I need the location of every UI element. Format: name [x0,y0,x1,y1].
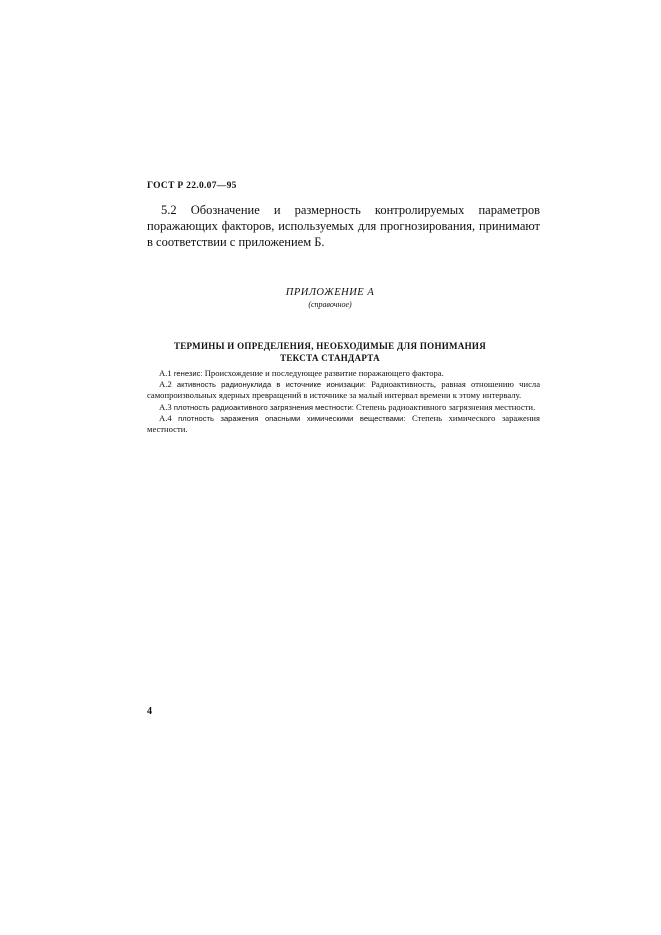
appendix-subtitle: (справочное) [308,300,352,309]
definitions-list [147,368,540,435]
appendix-heading-line: ТЕКСТА СТАНДАРТА [280,353,380,363]
definition-text: Происхождение и последующее развитие поражающего фактора. [204,368,444,378]
definition-item [147,402,540,413]
paragraph-5-2: 5.2 Обозначение и размерность контролируемых параметров поражающих факторов, используемых для прогнозирования, принимают в соответствии с приложением Б. [147,203,540,249]
document-header: ГОСТ Р 22.0.07—95 [147,181,237,191]
appendix-heading [147,340,513,364]
definition-term: плотность заражения опасными химическими веществами: [178,413,406,423]
definition-text: Степень химического заражения местности. [147,412,540,435]
definition-text: Степень радиоактивного загрязнения местности. [356,401,536,412]
definition-item [147,379,540,401]
page-number: 4 [147,706,152,717]
definition-item [147,368,540,379]
definition-number: А.3 [159,401,172,412]
definition-number: А.2 [159,379,172,390]
definition-text: Радиоактивность, равная отношению числа самопроизвольных ядерных превращений в источнике за малый интервал времени к этому интервалу. [147,379,541,401]
definition-term: генезис: [173,369,203,378]
appendix-heading-line: ТЕРМИНЫ И ОПРЕДЕЛЕНИЯ, НЕОБХОДИМЫЕ ДЛЯ ПОНИМАНИЯ [173,341,487,351]
definition-number: А.4 [159,412,172,423]
definition-term: активность радионуклида в источнике ионизации: [176,380,366,390]
definition-item [147,413,540,435]
appendix-title: ПРИЛОЖЕНИЕ А [285,287,375,298]
definition-term: плотность радиоактивного загрязнения местности: [173,402,354,412]
definition-number: А.1 [159,368,172,378]
